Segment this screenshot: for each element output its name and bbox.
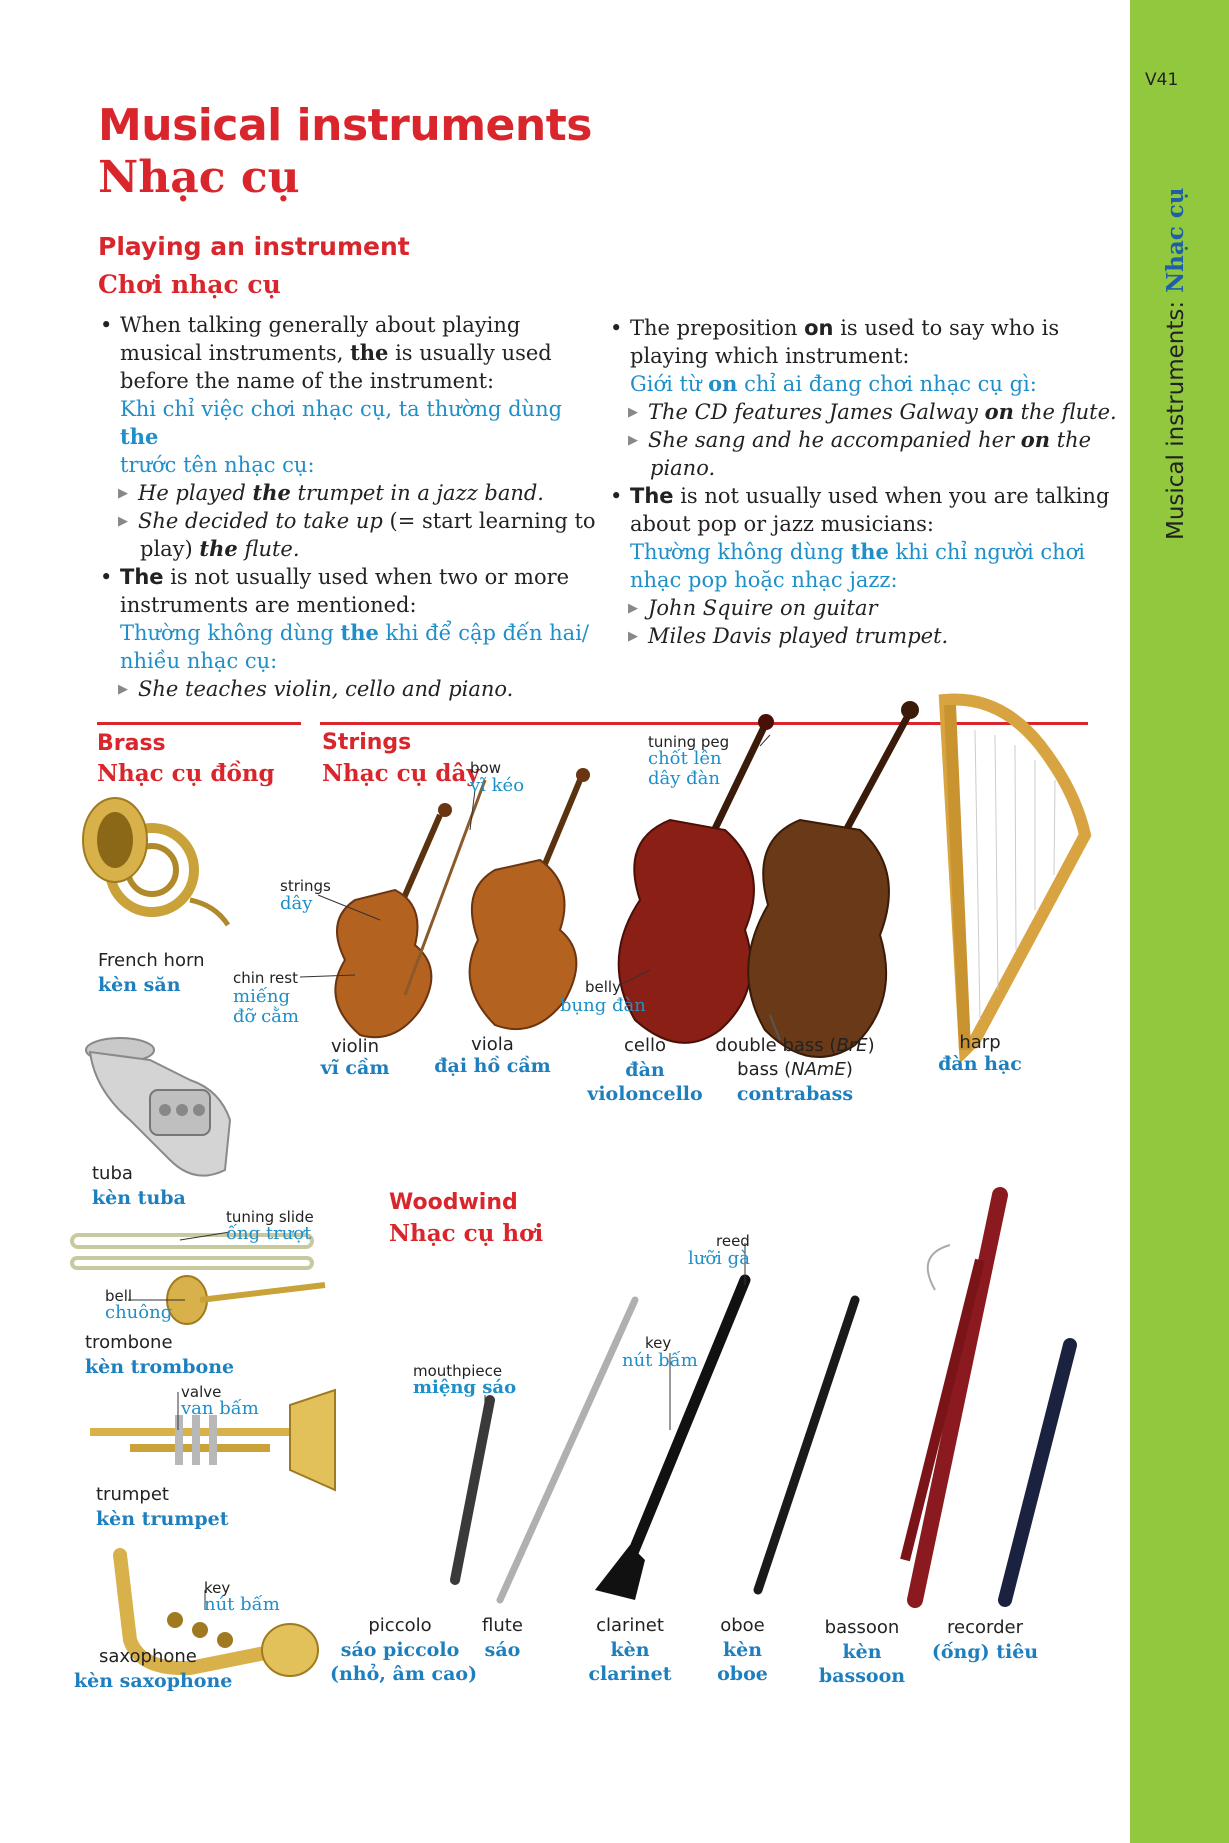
double-bass-caption	[715, 1034, 875, 1106]
example-line: ▶ She sang and he accompanied her on the	[608, 426, 1118, 454]
recorder-label-en: recorder	[947, 1617, 1023, 1638]
belly-label-en: belly	[585, 978, 621, 996]
clarinet-key-label-vi: nút bấm	[622, 1350, 698, 1371]
trumpet-label-en: trumpet	[96, 1484, 169, 1505]
section-heading-vi: Chơi nhạc cụ	[98, 270, 281, 299]
note-line: playing which instrument:	[630, 344, 910, 368]
trombone-label-vi: kèn trombone	[85, 1356, 235, 1378]
bassoon-caption	[812, 1616, 912, 1688]
viola-caption	[430, 1034, 555, 1077]
piccolo-label-vi-1: sáo piccolo	[340, 1639, 460, 1661]
note-line-vi: nhạc pop hoặc nhạc jazz:	[630, 568, 898, 592]
recorder-label-vi: (ống) tiêu	[931, 1641, 1039, 1663]
note-line-vi: trước tên nhạc cụ:	[120, 453, 315, 477]
note-line-vi: Giới từ on chỉ ai đang chơi nhạc cụ gì:	[630, 371, 1037, 396]
flute-label-vi: sáo	[484, 1639, 521, 1661]
bassoon-label-vi-1: kèn	[842, 1641, 882, 1663]
reed-label-vi: lưỡi gà	[688, 1248, 750, 1269]
side-tab-label-en: Musical instruments:	[1163, 300, 1189, 540]
tuning-peg-label-vi-1: chốt lên	[648, 748, 722, 769]
french-horn-label-en: French horn	[98, 950, 205, 971]
clarinet-label-vi-1: kèn	[610, 1639, 650, 1661]
harp-label-vi: đàn hạc	[938, 1053, 1022, 1075]
cello-label-vi-1: đàn	[625, 1059, 665, 1081]
double-bass-label-vi: contrabass	[736, 1083, 854, 1105]
section-heading-en: Playing an instrument	[98, 232, 410, 261]
violin-label-vi: vĩ cầm	[320, 1057, 390, 1079]
viola-image	[470, 768, 590, 1029]
valve-label-en: valve	[181, 1383, 222, 1401]
clarinet-label-vi-2: clarinet	[588, 1663, 672, 1685]
woodwind-heading-vi: Nhạc cụ hơi	[389, 1220, 544, 1247]
tuba-label-vi: kèn tuba	[92, 1187, 186, 1209]
sax-key-label-vi: nút bấm	[204, 1594, 280, 1615]
brass-heading-vi: Nhạc cụ đồng	[97, 760, 275, 787]
note-line-vi: Thường không dùng the khi chỉ người chơi	[630, 539, 1086, 564]
mouthpiece-label-vi: miệng sáo	[413, 1377, 517, 1398]
side-tab-label-vi: Nhạc cụ	[1162, 187, 1189, 293]
bell-label-en: bell	[105, 1287, 133, 1305]
cello-label-en: cello	[624, 1035, 666, 1056]
example-line: ▶ She decided to take up (= start learning to	[98, 507, 598, 535]
strings-heading-en: Strings	[322, 730, 412, 755]
viola-label-en: viola	[471, 1034, 514, 1055]
trumpet-label-vi: kèn trumpet	[96, 1508, 229, 1530]
french-horn-label-vi: kèn săn	[98, 974, 181, 996]
note-line: • The is not usually used when two or more	[98, 563, 598, 591]
oboe-caption	[700, 1614, 785, 1686]
tuning-peg-label-vi-2: dây đàn	[648, 768, 720, 789]
belly-label-vi: bụng đàn	[560, 995, 646, 1016]
note-line: about pop or jazz musicians:	[630, 512, 934, 536]
brass-heading-en: Brass	[97, 731, 166, 756]
double-bass-image	[748, 701, 919, 1057]
flute-label-en: flute	[482, 1615, 523, 1636]
bell-label-vi: chuông	[105, 1302, 173, 1323]
cello-label-vi-2: violoncello	[587, 1083, 703, 1105]
oboe-label-en: oboe	[720, 1615, 765, 1636]
reed-label-en: reed	[716, 1232, 750, 1250]
chin-rest-label-vi-2: đỡ cằm	[233, 1006, 299, 1027]
example-line: piano.	[650, 456, 716, 480]
example-line: ▶ He played the trumpet in a jazz band.	[98, 479, 598, 507]
note-line: • The is not usually used when you are talking	[608, 482, 1118, 510]
mouthpiece-label-en: mouthpiece	[413, 1362, 503, 1380]
note-line: before the name of the instrument:	[120, 369, 495, 393]
note-line-vi: nhiều nhạc cụ:	[120, 649, 278, 673]
note-line-vi: Khi chỉ việc chơi nhạc cụ, ta thường dùng the	[120, 397, 563, 449]
example-line: play) the flute.	[140, 536, 300, 561]
flute-caption	[470, 1614, 535, 1662]
example-line: ▶ Miles Davis played trumpet.	[608, 622, 1118, 650]
violin-image	[335, 803, 452, 1037]
bow-label-en: bow	[470, 759, 501, 777]
oboe-label-vi-2: oboe	[717, 1663, 768, 1685]
clarinet-caption	[580, 1614, 680, 1686]
piccolo-image	[455, 1400, 490, 1580]
woodwind-heading-en: Woodwind	[389, 1190, 518, 1215]
example-line: ▶ The CD features James Galway on the flute.	[608, 398, 1118, 426]
french-horn-image	[83, 798, 228, 925]
clarinet-label-en: clarinet	[596, 1615, 664, 1636]
saxophone-label-en: saxophone	[99, 1646, 197, 1667]
double-bass-label-en-1: double bass (BrE)	[715, 1035, 875, 1056]
saxophone-label-vi: kèn saxophone	[74, 1670, 233, 1692]
note-line: instruments are mentioned:	[120, 593, 417, 617]
strings-part-label-vi: dây	[280, 893, 313, 914]
harp-caption	[925, 1032, 1035, 1075]
tuba-label-en: tuba	[92, 1163, 133, 1184]
piccolo-label-en: piccolo	[368, 1615, 432, 1636]
tuning-slide-label-vi: ống trượt	[226, 1223, 312, 1244]
oboe-image	[758, 1300, 855, 1590]
clarinet-key-label-en: key	[645, 1334, 672, 1352]
tuba-image	[86, 1038, 230, 1176]
tuning-slide-label-en: tuning slide	[226, 1208, 314, 1226]
page-title-en: Musical instruments	[98, 100, 592, 151]
valve-label-vi: van bấm	[181, 1398, 259, 1419]
note-line: • When talking generally about playing	[98, 311, 598, 339]
note-line-vi: Thường không dùng the khi để cập đến hai/	[120, 620, 589, 645]
bassoon-label-vi-2: bassoon	[818, 1665, 906, 1687]
example-line: ▶ John Squire on guitar	[608, 594, 1118, 622]
clarinet-image	[595, 1280, 745, 1600]
chin-rest-label-en: chin rest	[233, 969, 298, 987]
strings-part-label-en: strings	[280, 877, 331, 895]
sax-key-label-en: key	[204, 1579, 231, 1597]
page-title-vi: Nhạc cụ	[98, 152, 300, 203]
bassoon-image	[905, 1195, 1000, 1600]
recorder-caption	[930, 1616, 1040, 1664]
bassoon-label-en: bassoon	[824, 1617, 900, 1638]
note-line: musical instruments, the is usually used	[120, 340, 552, 365]
harp-image	[945, 700, 1085, 1050]
bow-label-vi: vĩ kéo	[470, 775, 525, 796]
violin-label-en: violin	[330, 1036, 380, 1057]
flute-image	[500, 1300, 635, 1600]
chin-rest-label-vi-1: miếng	[233, 986, 291, 1007]
tuning-peg-label-en: tuning peg	[648, 733, 730, 751]
cello-caption	[580, 1034, 710, 1106]
viola-label-vi: đại hồ cầm	[434, 1055, 551, 1077]
piccolo-label-vi-2: (nhỏ, âm cao)	[330, 1663, 478, 1685]
example-line: ▶ She teaches violin, cello and piano.	[98, 675, 598, 703]
trombone-label-en: trombone	[85, 1332, 173, 1353]
harp-label-en: harp	[959, 1032, 1001, 1053]
oboe-label-vi-1: kèn	[722, 1639, 763, 1661]
recorder-image	[1005, 1345, 1070, 1600]
double-bass-label-en-2: bass (NAmE)	[737, 1059, 853, 1080]
strings-heading-vi: Nhạc cụ dây	[322, 760, 480, 787]
violin-caption	[300, 1036, 410, 1079]
page-number: V41	[1145, 70, 1179, 90]
note-line: • The preposition on is used to say who is	[608, 314, 1118, 342]
piccolo-caption	[330, 1614, 478, 1686]
